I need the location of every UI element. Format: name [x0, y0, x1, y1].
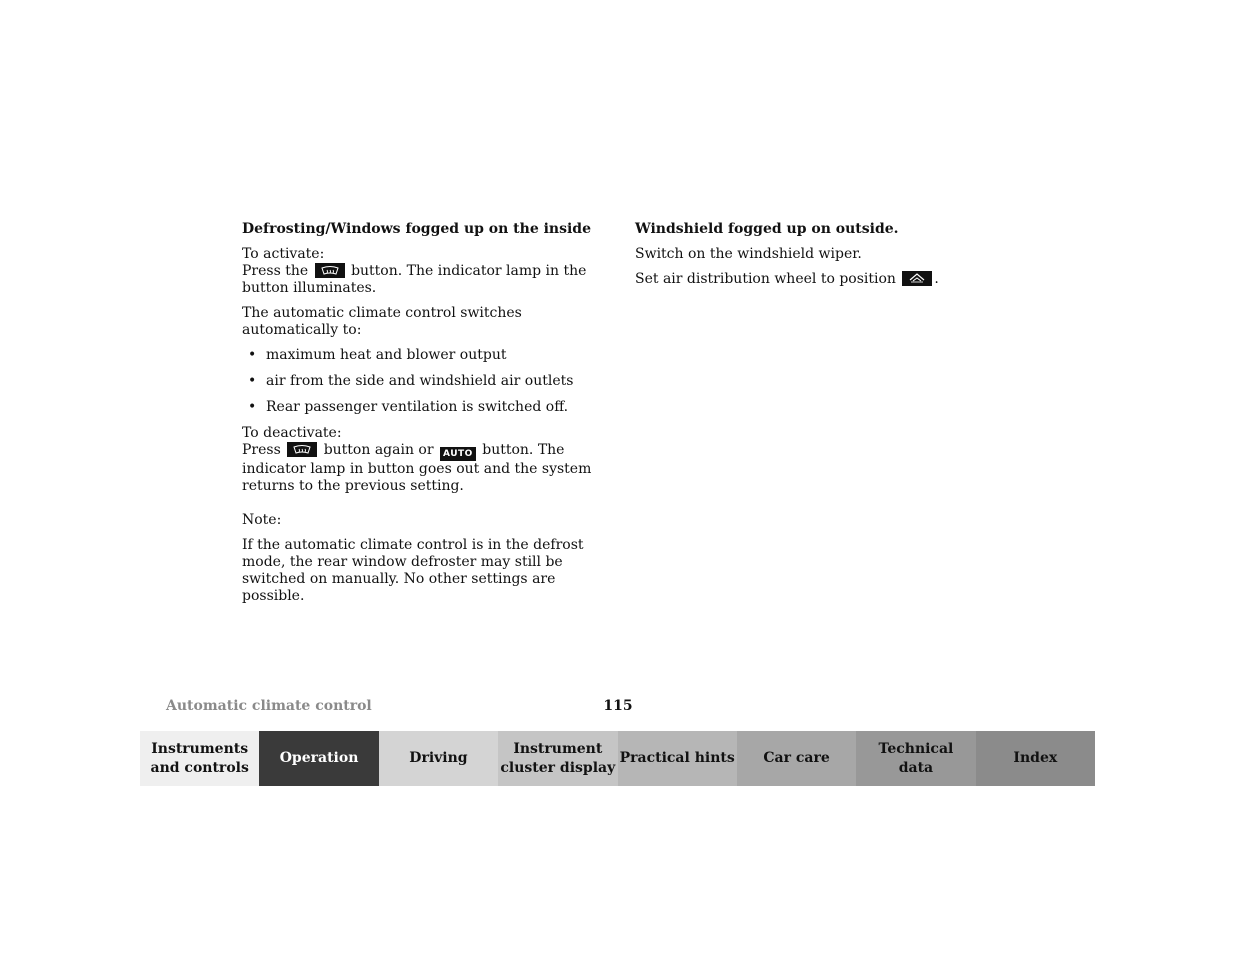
- deactivate-pre: Press: [242, 442, 281, 458]
- tab-car-care[interactable]: Car care: [737, 731, 856, 786]
- auto-intro: The automatic climate control switches automatically to:: [242, 305, 522, 338]
- auto-switch-list: [242, 347, 614, 416]
- tab-practical-hints[interactable]: Practical hints: [618, 731, 737, 786]
- list-item: • air from the side and windshield air outlets: [242, 373, 614, 390]
- air-distribution-instruction: [635, 271, 1015, 288]
- list-item: • maximum heat and blower output: [242, 347, 614, 364]
- deactivate-instruction: [242, 442, 614, 495]
- tab-instruments-and-controls[interactable]: Instruments and controls: [140, 731, 259, 786]
- tab-index[interactable]: Index: [976, 731, 1095, 786]
- note-label: Note:: [242, 512, 282, 528]
- tab-driving[interactable]: Driving: [379, 731, 498, 786]
- windshield-air-distribution-icon: [902, 271, 932, 286]
- activate-label: To activate:: [242, 246, 325, 262]
- list-item: • Rear passenger ventilation is switched off.: [242, 399, 614, 416]
- tab-technical-data[interactable]: Technical data: [856, 731, 975, 786]
- tab-operation[interactable]: Operation: [259, 731, 378, 786]
- left-column: [242, 221, 614, 605]
- activate-pre: Press the: [242, 263, 309, 279]
- note-text: If the automatic climate control is in the defrost mode, the rear window defroster may still be switched on manually. No other settings are possible.: [242, 537, 584, 604]
- defrost-heading: Defrosting/Windows fogged up on the inside: [242, 221, 592, 237]
- deactivate-label: To deactivate:: [242, 425, 342, 441]
- windshield-heading: Windshield fogged up on outside.: [635, 221, 899, 237]
- section-title: Automatic climate control: [166, 698, 372, 714]
- air-distribution-pre: Set air distribution wheel to position: [635, 271, 896, 287]
- auto-button-icon: AUTO: [440, 447, 476, 461]
- activate-post: button. The indicator lamp in the button illuminates.: [242, 263, 587, 296]
- deactivate-mid: button again or: [323, 442, 434, 458]
- deactivate-post: button. The indicator lamp in button goes out and the system returns to the previous setting.: [242, 442, 592, 494]
- windshield-defrost-icon: [315, 263, 345, 278]
- chapter-tab-bar: [140, 731, 1095, 786]
- tab-instrument-cluster-display[interactable]: Instrument cluster display: [498, 731, 617, 786]
- activate-instruction: [242, 263, 614, 297]
- windshield-defrost-icon: [287, 442, 317, 457]
- air-distribution-post: .: [934, 271, 939, 287]
- right-column: [635, 221, 1015, 288]
- page-number: 115: [603, 698, 633, 714]
- wiper-instruction: Switch on the windshield wiper.: [635, 246, 862, 262]
